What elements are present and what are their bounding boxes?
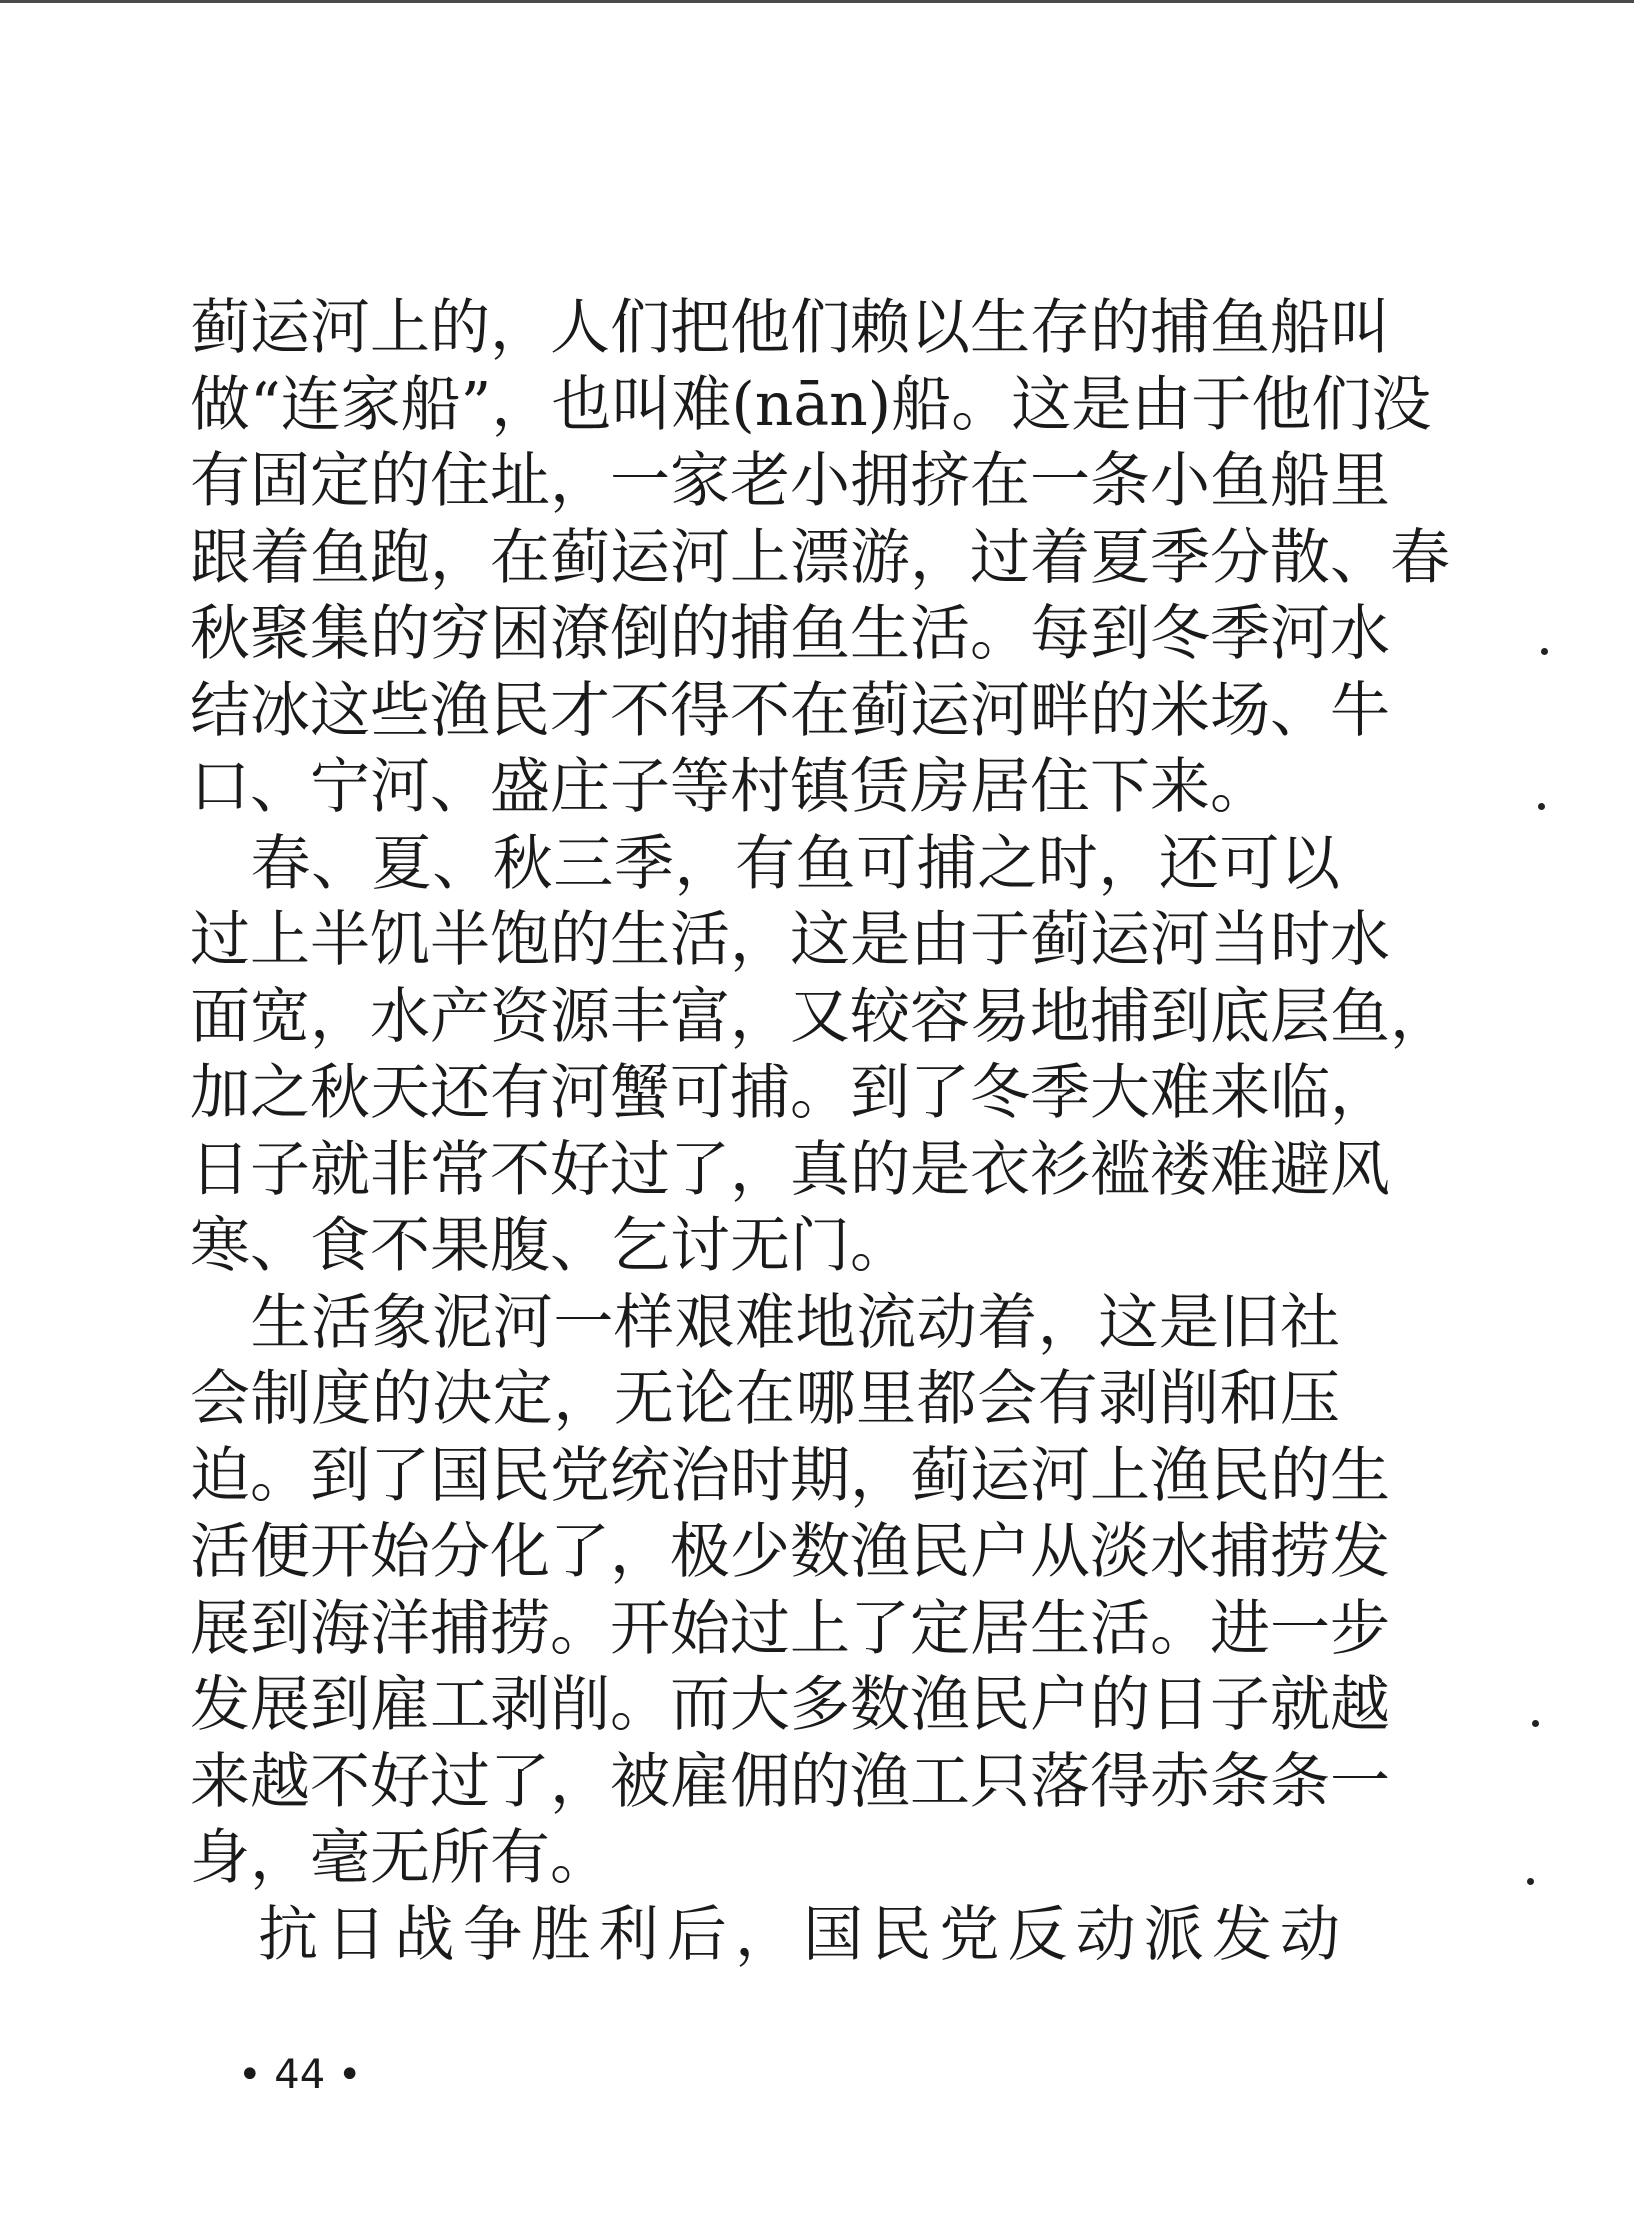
text-line: 加之秋天还有河蟹可捕。到了冬季大难来临， xyxy=(190,1058,1390,1128)
page-body-text xyxy=(190,290,1450,1973)
text-line: 迫。到了国民党统治时期，蓟运河上渔民的生 xyxy=(190,1440,1390,1511)
text-line: 春、夏、秋三季，有鱼可捕之时，还可以 xyxy=(190,828,1340,899)
text-line: 做“连家船”，也叫难(nān)船。这是由于他们没 xyxy=(190,369,1432,440)
text-line: 身，毫无所有。 xyxy=(190,1823,610,1893)
page-number: • 44 • xyxy=(238,2052,362,2098)
text-line: 秋聚集的穷困潦倒的捕鱼生活。每到冬季河水 xyxy=(190,599,1390,669)
text-line: 寒、食不果腹、乞讨无门。 xyxy=(190,1211,910,1281)
text-line: 生活象泥河一样艰难地流动着，这是旧社 xyxy=(190,1287,1340,1358)
text-line: 面宽，水产资源丰富，又较容易地捕到底层鱼， xyxy=(190,981,1450,1052)
scan-speck xyxy=(1538,803,1545,810)
scan-top-edge xyxy=(0,0,1634,3)
text-line: 口、宁河、盛庄子等村镇赁房居住下来。 xyxy=(190,752,1270,822)
text-line: 有固定的住址，一家老小拥挤在一条小鱼船里 xyxy=(190,446,1390,516)
text-line: 会制度的决定，无论在哪里都会有剥削和压 xyxy=(190,1364,1340,1434)
text-line: 日子就非常不好过了，真的是衣衫褴褛难避风 xyxy=(190,1134,1390,1205)
scan-speck xyxy=(1541,648,1548,655)
text-line: 发展到雇工剥削。而大多数渔民户的日子就越 xyxy=(190,1670,1390,1740)
scan-speck xyxy=(1527,1878,1534,1885)
text-line: 蓟运河上的，人们把他们赖以生存的捕鱼船叫 xyxy=(190,293,1390,363)
text-line: 过上半饥半饱的生活，这是由于蓟运河当时水 xyxy=(190,905,1390,975)
text-line: 结冰这些渔民才不得不在蓟运河畔的米场、牛 xyxy=(190,675,1390,746)
text-line: 抗日战争胜利后，国民党反动派发动 xyxy=(190,1899,1340,1970)
scan-speck xyxy=(1532,1720,1539,1727)
text-line: 展到海洋捕捞。开始过上了定居生活。进一步 xyxy=(190,1593,1390,1664)
text-line: 活便开始分化了，极少数渔民户从淡水捕捞发 xyxy=(190,1517,1390,1587)
text-line: 跟着鱼跑，在蓟运河上漂游，过着夏季分散、春 xyxy=(190,522,1450,593)
text-line: 来越不好过了，被雇佣的渔工只落得赤条条一 xyxy=(190,1746,1390,1817)
